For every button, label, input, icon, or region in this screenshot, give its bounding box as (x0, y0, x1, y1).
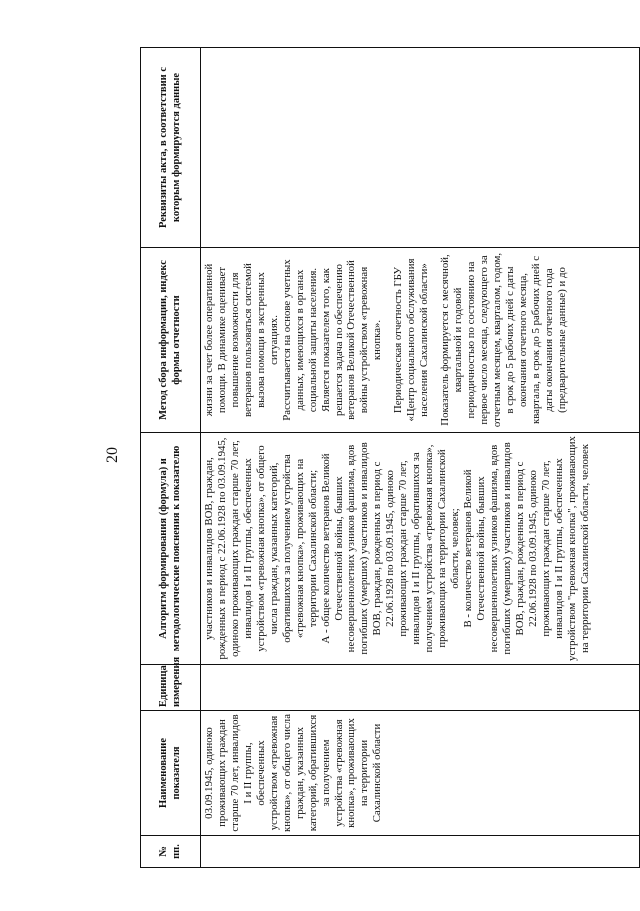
cell-requisites (201, 48, 640, 248)
cell-name: 03.09.1945, одиноко проживающих граждан старше 70 лет, инвалидов I и II группы, обеспеченных устройством «тревожная кнопка», от общего числа граждан, указанных категорий, обратившихся за получением устройства «тревожная кнопка», проживающих на территории Сахалинской области (201, 711, 640, 836)
header-unit: Единица измерения (141, 665, 201, 711)
rotated-table-container (140, 48, 640, 868)
table-header-row (141, 48, 201, 868)
header-num: № пп. (141, 836, 201, 868)
cell-method (201, 248, 640, 433)
table-row (201, 48, 640, 868)
algorithm-paragraph-3: В - количество ветеранов Великой Отечественной войны, бывших несовершеннолетних узников фашизма, вдов погибших (умерших) участников и инвалидов ВОВ, граждан, рожденных в период с 22.06.1928 по 03.09.1945, одиноко проживающих граждан старше 70 лет, инвалидов I и II группы, обеспеченных устройством "тревожная кнопка", проживающих на территории Сахалинской области, человек (462, 436, 591, 661)
header-algorithm: Алгоритм формирования (формула) и методологические пояснения к показателю (141, 433, 201, 665)
algorithm-paragraph-1: участников и инвалидов ВОВ, граждан, рожденных в период с 22.06.1928 по 03.09.1945, одиноко проживающих граждан старше 70 лет, инвалидов I и II группы, обеспеченных устройством «тревожная кнопка», от общего числа граждан, указанных категорий, обратившихся за получением устройства «тревожная кнопка», проживающих на территории Сахалинской области; (203, 437, 319, 660)
header-method: Метод сбора информации, индекс формы отчетности (141, 248, 201, 433)
indicator-table (140, 47, 640, 868)
method-paragraph-1: жизни за счет более оперативной помощи. В динамике оценивает повышение возможности для ветеранов пользоваться системой вызова помощи в экстренных ситуациях. (203, 263, 280, 417)
method-paragraph-3: Периодическая отчетность ГБУ «Центр социального обслуживания населения Сахалинской области» (392, 258, 431, 422)
cell-algorithm (201, 433, 640, 665)
page-number: 20 (104, 447, 121, 463)
cell-unit (201, 665, 640, 711)
header-requisites: Реквизиты акта, в соответствии с которым формируются данные (141, 48, 201, 248)
method-paragraph-2: Рассчитывается на основе учетных данных, имеющихся в органах социальной защиты населения. Является показателем того, как решается задача по обеспечению ветеранов Великой Отечественной войны устройством «тревожная кнопка». (280, 259, 384, 421)
method-paragraph-4: Показатель формируется с месячной, квартальной и годовой периодичностью по состоянию на первое число месяца, следующего за отчетным месяцем, кварталом, годом, в срок до 5 рабочих дней с даты окончания отчетного месяца, квартала, в срок до 5 рабочих дней с даты окончания отчетного года (предварительные данные) и до (439, 252, 568, 428)
header-name: Наименование показателя (141, 711, 201, 836)
algorithm-paragraph-2: А - общее количество ветеранов Великой Отечественной войны, бывших несовершеннолетних узников фашизма, вдов погибших (умерших) участников и инвалидов ВОВ, граждан, рожденных в период с 22.06.1928 по 03.09.1945, одиноко проживающих граждан старше 70 лет, инвалидов I и II группы, обратившихся за получением устройства «тревожная кнопка», проживающих на территории Сахалинской области, человек; (319, 442, 462, 655)
cell-num (201, 836, 640, 868)
